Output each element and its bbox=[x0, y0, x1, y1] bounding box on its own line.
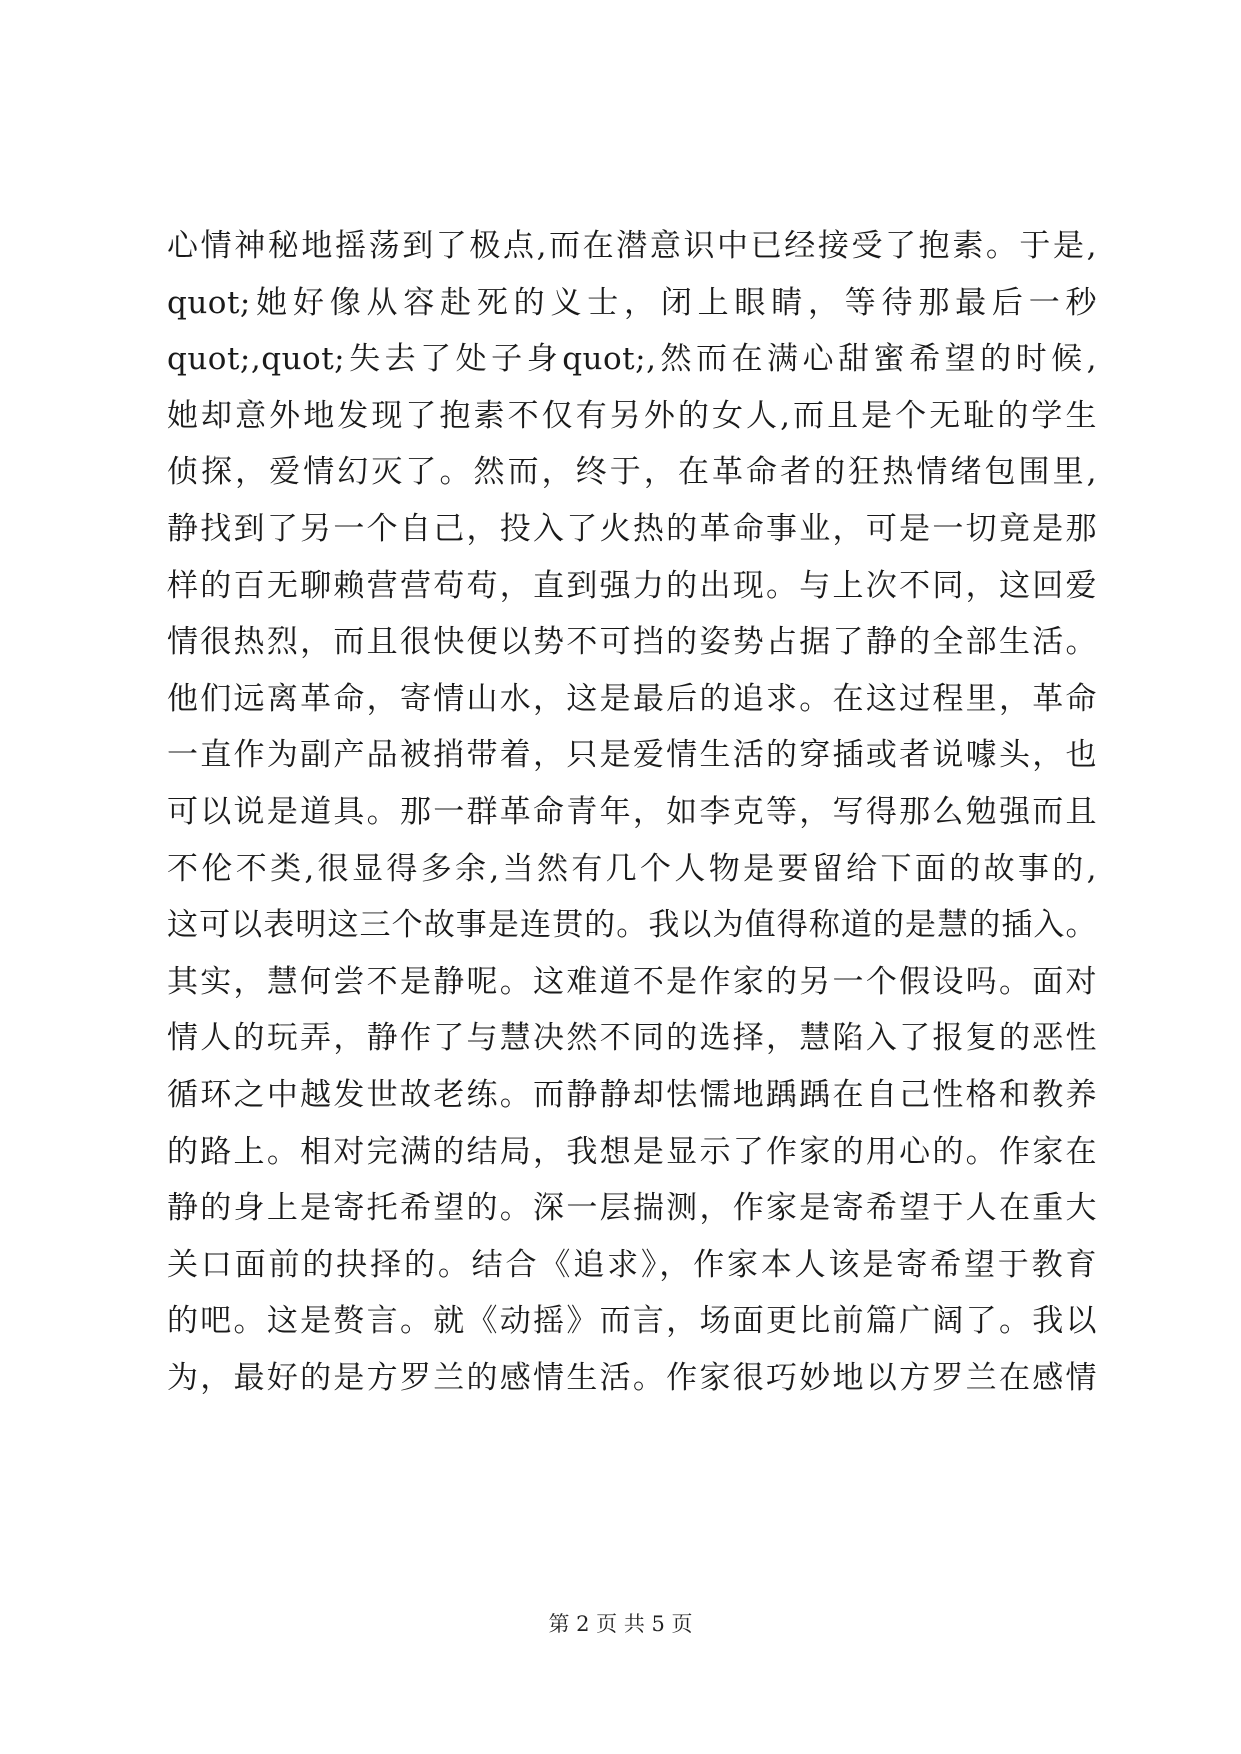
text-line-11: 可以说是道具。那一群革命青年，如李克等，写得那么勉强而且 bbox=[167, 793, 1097, 830]
text-line-2: quot;她好像从容赴死的义士，闭上眼睛，等待那最后一秒 bbox=[167, 284, 1097, 321]
text-line-14: 其实，慧何尝不是静呢。这难道不是作家的另一个假设吗。面对 bbox=[167, 963, 1097, 1000]
text-line-13: 这可以表明这三个故事是连贯的。我以为值得称道的是慧的插入。 bbox=[167, 907, 1097, 944]
text-line-21: 为，最好的是方罗兰的感情生活。作家很巧妙地以方罗兰在感情 bbox=[167, 1359, 1097, 1396]
text-line-12: 不伦不类,很显得多余,当然有几个人物是要留给下面的故事的, bbox=[167, 850, 1097, 887]
body-text bbox=[167, 218, 1097, 1406]
text-line-10: 一直作为副产品被捎带着，只是爱情生活的穿插或者说噱头，也 bbox=[167, 737, 1097, 774]
page-number-footer: 第 2 页 共 5 页 bbox=[548, 1612, 693, 1636]
text-line-9: 他们远离革命，寄情山水，这是最后的追求。在这过程里，革命 bbox=[167, 680, 1097, 717]
text-line-20: 的吧。这是赘言。就《动摇》而言，场面更比前篇广阔了。我以 bbox=[167, 1303, 1097, 1340]
text-line-4: 她却意外地发现了抱素不仅有另外的女人,而且是个无耻的学生 bbox=[167, 397, 1097, 434]
text-line-17: 的路上。相对完满的结局，我想是显示了作家的用心的。作家在 bbox=[167, 1133, 1097, 1170]
text-line-15: 情人的玩弄，静作了与慧决然不同的选择，慧陷入了报复的恶性 bbox=[167, 1020, 1097, 1057]
text-line-18: 静的身上是寄托希望的。深一层揣测，作家是寄希望于人在重大 bbox=[167, 1190, 1097, 1227]
text-line-5: 侦探，爱情幻灭了。然而，终于，在革命者的狂热情绪包围里, bbox=[167, 454, 1097, 491]
text-line-16: 循环之中越发世故老练。而静静却怯懦地踽踽在自己性格和教养 bbox=[167, 1076, 1097, 1113]
text-line-7: 样的百无聊赖营营苟苟，直到强力的出现。与上次不同，这回爱 bbox=[167, 567, 1097, 604]
text-line-3: quot;,quot;失去了处子身quot;,然而在满心甜蜜希望的时候, bbox=[167, 341, 1097, 378]
text-line-1: 心情神秘地摇荡到了极点,而在潜意识中已经接受了抱素。于是, bbox=[167, 228, 1097, 264]
text-line-19: 关口面前的抉择的。结合《追求》，作家本人该是寄希望于教育 bbox=[167, 1246, 1097, 1283]
text-line-6: 静找到了另一个自己，投入了火热的革命事业，可是一切竟是那 bbox=[167, 510, 1097, 547]
text-line-8: 情很热烈，而且很快便以势不可挡的姿势占据了静的全部生活。 bbox=[167, 624, 1097, 661]
